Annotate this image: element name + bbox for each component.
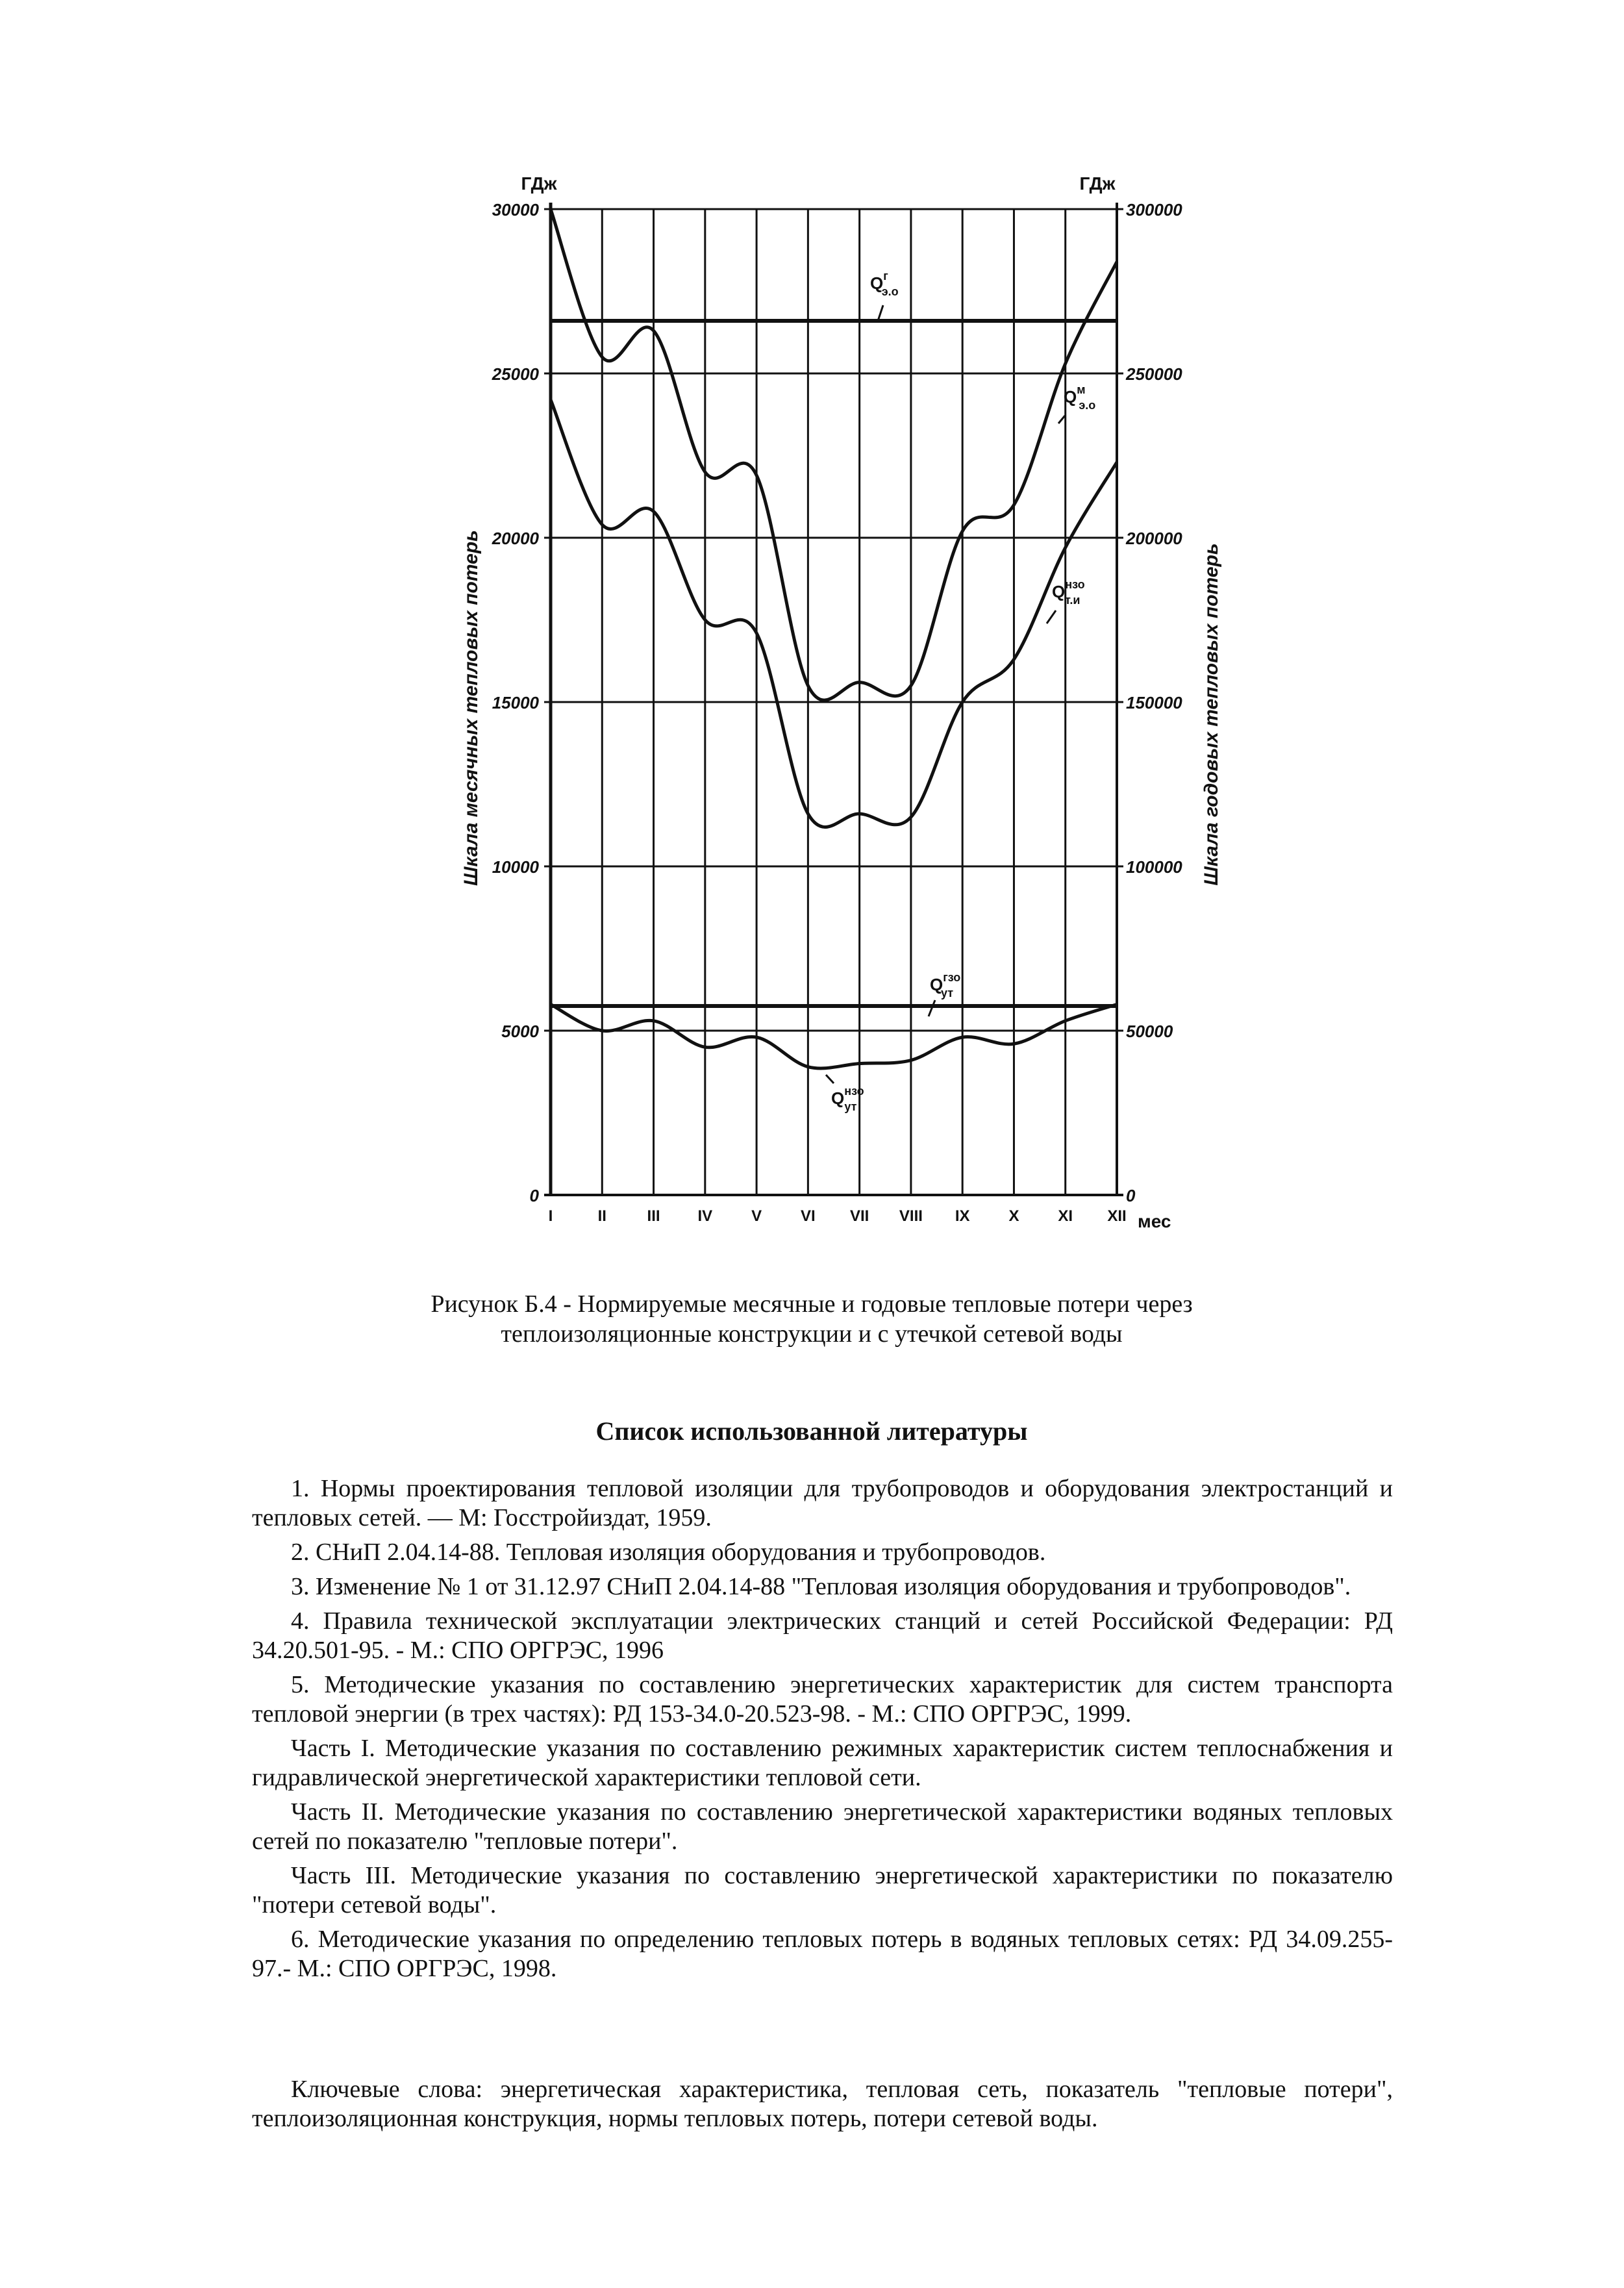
series-label-sup: гзо: [943, 971, 960, 984]
series-label-main: Q: [930, 975, 943, 994]
x-tick-label: VII: [849, 1207, 869, 1225]
series-label: [1064, 383, 1095, 412]
series-label: [870, 270, 899, 298]
left-axis-unit: ГДж: [521, 173, 557, 194]
right-tick-label: 300000: [1126, 200, 1182, 220]
right-tick-label: 100000: [1126, 857, 1182, 877]
series-label-main: Q: [1052, 582, 1066, 601]
x-tick-label: V: [751, 1207, 762, 1225]
series-label-leader: [929, 1000, 935, 1016]
reference-item: 2. СНиП 2.04.14-88. Тепловая изоляция оборудования и трубопроводов.: [291, 1539, 1046, 1566]
left-tick-label: 5000: [501, 1022, 539, 1041]
series-label-main: Q: [1064, 387, 1077, 407]
x-tick-label: IV: [697, 1207, 713, 1225]
series-label-sup: г: [883, 270, 888, 283]
series-label: [1052, 578, 1085, 607]
chart-tick-labels: [492, 200, 1183, 1225]
series-label-sub: т.и: [1065, 594, 1081, 607]
series-label-sub: ут: [844, 1100, 857, 1113]
series-label-leader: [1047, 610, 1056, 623]
chart-series: [551, 209, 1117, 1068]
reference-item: 4. Правила технической эксплуатации электрических станций и сетей Российской Федерации: РД 34.20.501-95. - М.: СПО ОРГРЭС, 1996: [252, 1607, 1393, 1664]
x-tick-label: II: [597, 1207, 606, 1225]
series-label-leader: [826, 1075, 834, 1083]
keywords-paragraph: Ключевые слова: энергетическая характеристика, тепловая сеть, показатель "тепловые потери", теплоизоляционная конструкция, нормы тепловых потерь, потери сетевой воды.: [252, 2076, 1393, 2132]
series-label-sub: ут: [941, 987, 954, 999]
x-axis-unit: мес: [1138, 1211, 1171, 1231]
left-tick-label: 30000: [492, 200, 539, 220]
left-axis-label: Шкала месячных тепловых потерь: [460, 530, 482, 886]
series-label-leader: [878, 305, 883, 321]
left-tick-label: 20000: [492, 529, 539, 548]
x-tick-label: IX: [955, 1207, 970, 1225]
right-tick-label: 150000: [1126, 693, 1182, 712]
reference-item: 1. Нормы проектирования тепловой изоляции для трубопроводов и оборудования электростанций и тепловых сетей. — М: Госстройиздат, 1959.: [252, 1475, 1393, 1531]
reference-item: 6. Методические указания по определению тепловых потерь в водяных тепловых сетях: РД 34.09.255-97.- М.: СПО ОРГРЭС, 1998.: [252, 1926, 1393, 1982]
figure-caption: [260, 1289, 1364, 1349]
caption-line-2: теплоизоляционные конструкции и с утечкой сетевой воды: [501, 1320, 1123, 1348]
right-tick-label: 250000: [1126, 364, 1182, 384]
right-axis-unit: ГДж: [1079, 173, 1116, 194]
chart-grid: [544, 203, 1123, 1195]
left-tick-label: 10000: [492, 857, 539, 877]
series-curve: [551, 1005, 1117, 1068]
x-tick-label: XI: [1058, 1207, 1073, 1225]
references-title: Список использованной литературы: [595, 1416, 1028, 1446]
x-tick-label: X: [1008, 1207, 1019, 1225]
reference-item: Часть II. Методические указания по составлению энергетической характеристики водяных тепловых сетей по показателю "тепловые потери".: [252, 1798, 1393, 1855]
x-tick-label: I: [548, 1207, 553, 1225]
series-label-sub: э.о: [1079, 399, 1096, 412]
left-tick-label: 0: [529, 1186, 539, 1205]
caption-line-1: Рисунок Б.4 - Нормируемые месячные и годовые тепловые потери через: [431, 1290, 1193, 1318]
reference-item: 3. Изменение № 1 от 31.12.97 СНиП 2.04.14-88 "Тепловая изоляция оборудования и трубопроводов".: [291, 1573, 1351, 1600]
right-tick-label: 200000: [1126, 529, 1182, 548]
reference-item: 5. Методические указания по составлению энергетических характеристик для систем транспорта тепловой энергии (в трех частях): РД 153-34.0-20.523-98. - М.: СПО ОРГРЭС, 1999.: [252, 1671, 1393, 1728]
right-tick-label: 50000: [1126, 1022, 1173, 1041]
reference-item: Часть III. Методические указания по составлению энергетической характеристики по показателю "потери сетевой воды".: [252, 1862, 1393, 1918]
right-axis-label: Шкала годовых тепловых потерь: [1201, 543, 1222, 886]
series-label-sub: э.о: [881, 285, 899, 298]
series-label: [930, 971, 960, 999]
left-tick-label: 15000: [492, 693, 539, 712]
series-label-leader: [1058, 416, 1065, 423]
references-list: [252, 1474, 1393, 1989]
series-label-sup: нзо: [1065, 578, 1085, 591]
series-label-main: Q: [831, 1088, 845, 1108]
left-tick-label: 25000: [492, 364, 539, 384]
series-label-main: Q: [870, 273, 884, 293]
reference-item: Часть I. Методические указания по составлению режимных характеристик систем теплоснабжения и гидравлической энергетической характеристики тепловой сети.: [252, 1735, 1393, 1791]
x-tick-label: VIII: [899, 1207, 923, 1225]
right-tick-label: 0: [1126, 1186, 1136, 1205]
series-label-sup: нзо: [844, 1085, 864, 1098]
x-tick-label: III: [647, 1207, 660, 1225]
series-label-sup: м: [1077, 383, 1086, 396]
x-tick-label: XII: [1107, 1207, 1127, 1225]
x-tick-label: VI: [801, 1207, 816, 1225]
